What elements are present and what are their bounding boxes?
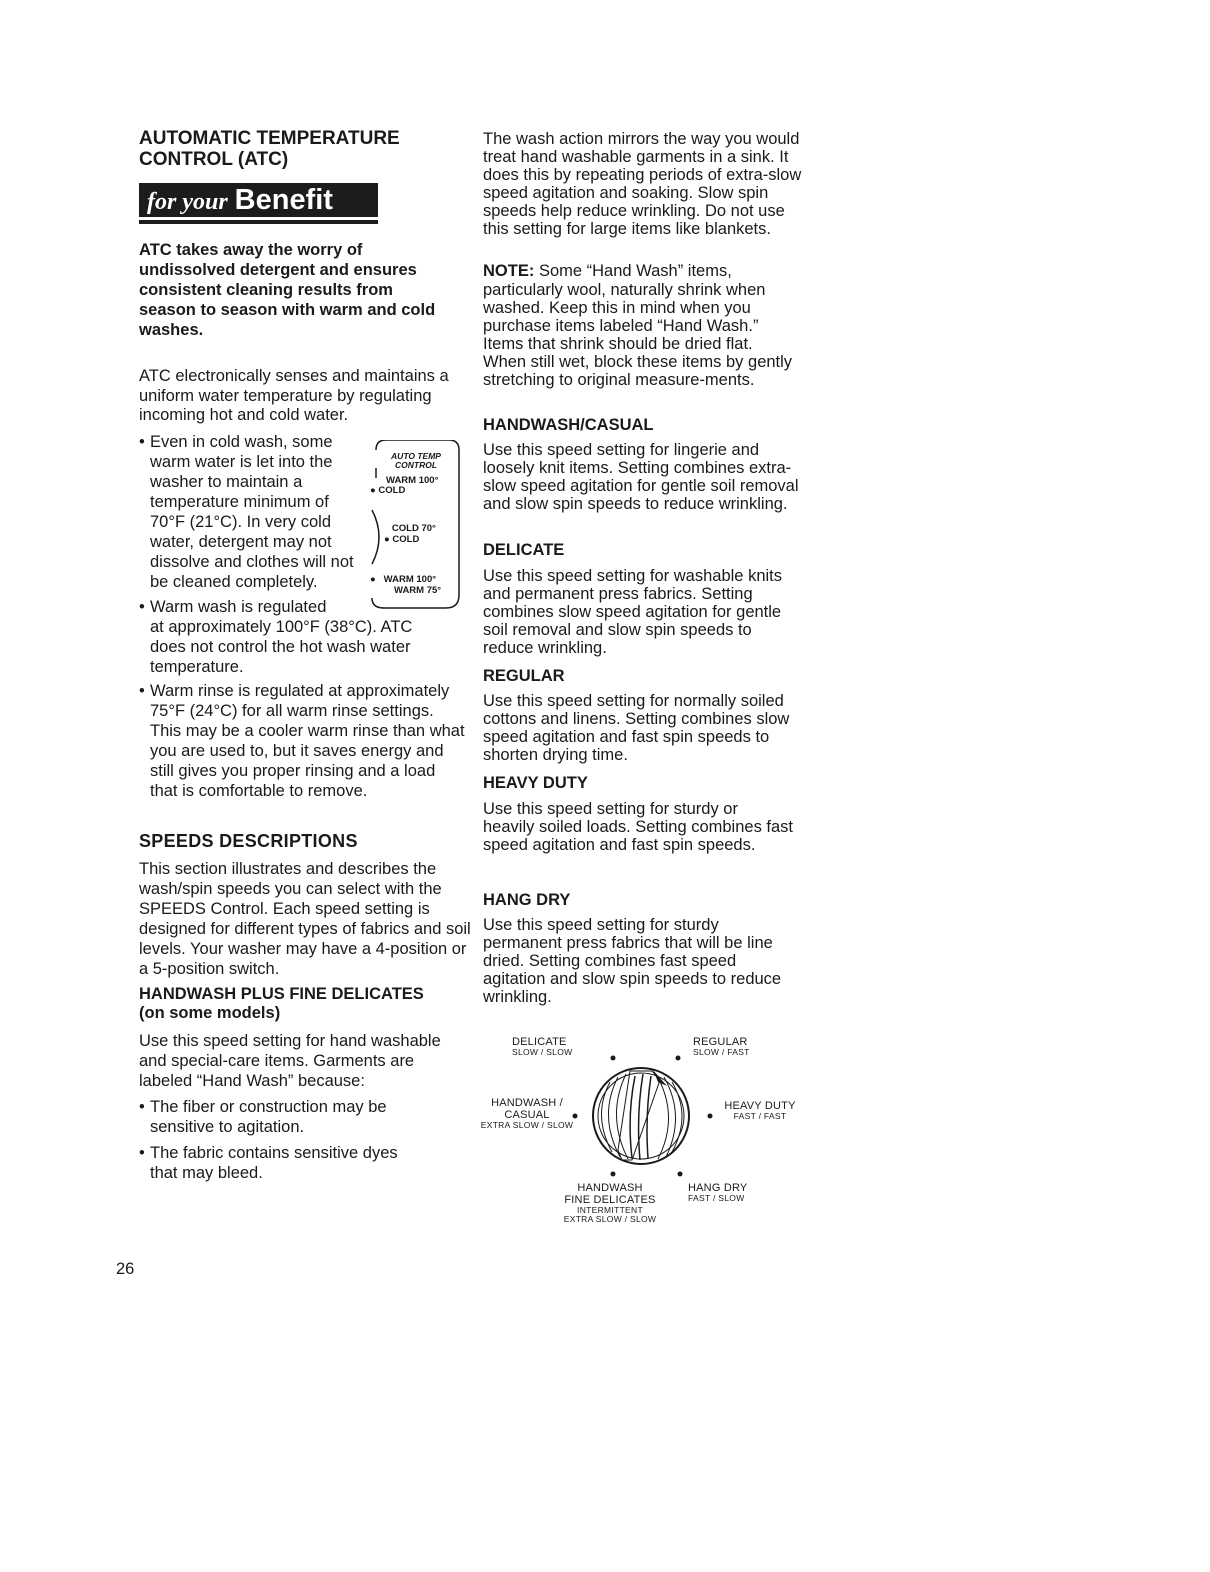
dial-label-handwash-fine-delicates: HANDWASH FINE DELICATES INTERMITTENT EXTRA SLOW / SLOW: [563, 1182, 657, 1224]
badge-underline: [139, 220, 378, 224]
hang-dry-text: Use this speed setting for sturdy permanent press fabrics that will be line dried. Setting combines fast speed agitation and slow spin speeds to reduce wrinkling.: [483, 916, 782, 1006]
speeds-heading: SPEEDS DESCRIPTIONS: [139, 831, 358, 851]
dial-dot-heavy-duty: [708, 1114, 713, 1119]
atc-title: AUTOMATIC TEMPERATURE CONTROL (ATC): [139, 128, 400, 170]
atc-bullet-2: • Warm wash is regulated at approximately 100°F (38°C). ATC does not control the hot wash water temperature.: [139, 597, 467, 677]
handwash-description: The wash action mirrors the way you would treat hand washable garments in a sink. It does this by repeating periods of extra-slow speed agitation and soaking. Slow spin speeds help reduce wrinkling. Do not use this setting for large items like blankets.: [483, 130, 802, 238]
delicate-heading: DELICATE: [483, 541, 565, 559]
dial-dot-regular: [676, 1056, 681, 1061]
heavy-duty-text: Use this speed setting for sturdy or heavily soiled loads. Setting combines fast speed agitation and fast spin speeds.: [483, 800, 794, 854]
atc-bullet-1: • Even in cold wash, some warm water is let into the washer to maintain a temperature minimum of 70°F (21°C). In very cold water, detergent may not dissolve and clothes will not be cleaned completely.: [139, 432, 364, 592]
dial-label-handwash-casual: HANDWASH / CASUAL EXTRA SLOW / SLOW: [480, 1097, 574, 1130]
atc-lead: ATC takes away the worry of undissolved detergent and ensures consistent cleaning results from season to season with warm and cold washes.: [139, 241, 436, 339]
dial-dot-handwash-fine: [611, 1172, 616, 1177]
atc-bullet-3: • Warm rinse is regulated at approximately 75°F (24°C) for all warm rinse settings. This may be a cooler warm rinse than what you are used to, but it saves energy and still gives you proper rinsing and a load that is comfortable to remove.: [139, 681, 467, 801]
atc-control-panel: AUTO TEMP CONTROL WARM 100° ● COLD COLD 70° ● COLD ● WARM 100° WARM 75°: [366, 440, 461, 610]
dial-label-delicate: DELICATE SLOW / SLOW: [512, 1036, 573, 1057]
for-your-benefit-badge: for your Benefit: [139, 183, 378, 224]
atc-intro: ATC electronically senses and maintains a uniform water temperature by regulating incoming hot and cold water.: [139, 367, 449, 424]
dial-dot-delicate: [611, 1056, 616, 1061]
hpfd-heading: HANDWASH PLUS FINE DELICATES (on some models): [139, 985, 424, 1022]
hang-dry-heading: HANG DRY: [483, 891, 571, 909]
heavy-duty-heading: HEAVY DUTY: [483, 774, 588, 792]
page-number: 26: [116, 1260, 135, 1278]
dial-label-heavy-duty: HEAVY DUTY FAST / FAST: [724, 1100, 796, 1121]
note-paragraph: NOTE: Some “Hand Wash” items, particularly wool, naturally shrink when washed. Keep this in mind when you purchase items labeled “Hand Wash.” Items that shrink should be dried flat. When still wet, block these items by gently stretching to original measure-ments.: [483, 262, 793, 389]
speeds-dial-diagram: [480, 1030, 810, 1240]
handwash-casual-text: Use this speed setting for lingerie and loosely knit items. Setting combines extra-slow speed agitation for gentle soil removal and slow spin speeds to reduce wrinkling.: [483, 441, 799, 513]
hpfd-text: Use this speed setting for hand washable and special-care items. Garments are labeled “Hand Wash” because:: [139, 1032, 441, 1090]
regular-text: Use this speed setting for normally soiled cottons and linens. Setting combines slow speed agitation and fast spin speeds to shorten drying time.: [483, 692, 790, 764]
hpfd-bullet-2: • The fabric contains sensitive dyes that may bleed.: [139, 1143, 429, 1183]
dial-dot-hang-dry: [678, 1172, 683, 1177]
dial-label-regular: REGULAR SLOW / FAST: [693, 1036, 750, 1057]
hpfd-bullet-1: • The fiber or construction may be sensitive to agitation.: [139, 1097, 429, 1137]
handwash-casual-heading: HANDWASH/CASUAL: [483, 416, 654, 434]
dial-label-hang-dry: HANG DRY FAST / SLOW: [688, 1182, 748, 1203]
speeds-text: This section illustrates and describes the wash/spin speeds you can select with the SPEEDS Control. Each speed setting is designed for different types of fabrics and soil levels. Your washer may have a 4-position or a 5-position switch.: [139, 860, 471, 978]
delicate-text: Use this speed setting for washable knits and permanent press fabrics. Setting combines slow speed agitation for gentle soil removal and slow spin speeds to reduce wrinkling.: [483, 567, 782, 657]
regular-heading: REGULAR: [483, 667, 565, 685]
